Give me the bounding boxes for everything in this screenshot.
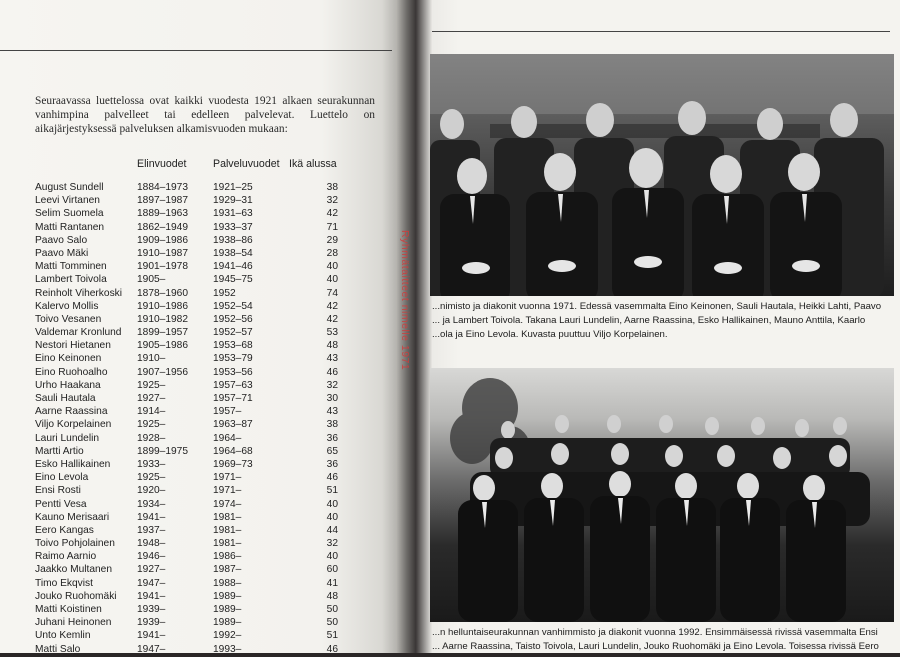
table-row <box>35 644 340 657</box>
age-at-start: 51 <box>326 485 338 497</box>
age-at-start: 48 <box>326 340 338 352</box>
life-years: 1925– <box>137 419 166 431</box>
life-years: 1939– <box>137 604 166 615</box>
service-years: 1981– <box>213 511 242 523</box>
photo-elders-1992 <box>430 368 894 622</box>
header-rule-right <box>432 31 890 32</box>
photo-1971-caption: ...nimisto ja diakonit vuonna 1971. Edessä vasemmalta Eino Keinonen, Sauli Hautala, Heikki Lahti, Paavo ... ja Lambert Toivola. Takana Lauri Lundelin, Aarne Raassina, Esko Hallikainen, Mauno Anttila, Kaarlo ...ola ja Eino Levola. Kuvasta puuttuu Viljo Korpelainen. <box>432 301 882 340</box>
table-row <box>35 367 340 380</box>
table-row <box>35 208 340 221</box>
photo-elders-1992-image <box>430 368 894 622</box>
elder-name: Raimo Aarnio <box>35 551 97 563</box>
elder-name: Lauri Lundelin <box>35 432 100 444</box>
table-row <box>35 459 340 472</box>
elder-name: Aarne Raassina <box>35 406 108 418</box>
service-years: 1969–73 <box>213 458 253 470</box>
age-at-start: 48 <box>326 590 338 602</box>
life-years: 1884–1973 <box>137 182 188 193</box>
age-at-start: 40 <box>326 511 338 523</box>
elder-name: Eino Keinonen <box>35 353 102 365</box>
age-at-start: 42 <box>326 313 338 325</box>
life-years: 1901–1978 <box>137 261 188 273</box>
table-row <box>35 353 340 366</box>
table-row <box>35 630 340 643</box>
elder-name: Paavo Salo <box>35 234 88 246</box>
table-row <box>35 301 340 314</box>
table-row <box>35 327 340 340</box>
life-years: 1899–1957 <box>137 327 188 339</box>
table-row <box>35 551 340 564</box>
header-service-years: Palveluvuodet <box>213 158 280 170</box>
elder-name: Timo Ekqvist <box>35 577 93 589</box>
age-at-start: 46 <box>326 366 338 378</box>
table-row <box>35 340 340 353</box>
service-years: 1957–71 <box>213 393 253 404</box>
age-at-start: 36 <box>326 458 338 470</box>
elder-name: Eero Kangas <box>35 524 94 536</box>
service-years: 1989– <box>213 617 242 629</box>
age-at-start: 42 <box>326 300 338 312</box>
elder-name: Kauno Merisaari <box>35 511 110 523</box>
table-row <box>35 222 340 235</box>
elder-name: Matti Salo <box>35 643 81 655</box>
service-years: 1933–37 <box>213 221 253 233</box>
table-row <box>35 564 340 577</box>
table-row <box>35 472 340 485</box>
elder-name: Valdemar Kronlund <box>35 327 122 339</box>
header-rule-left <box>0 50 392 51</box>
age-at-start: 51 <box>326 630 338 642</box>
life-years: 1941– <box>137 630 166 642</box>
life-years: 1899–1975 <box>137 445 188 457</box>
table-row <box>35 314 340 327</box>
table-row <box>35 525 340 538</box>
service-years: 1945–75 <box>213 274 253 286</box>
table-row <box>35 604 340 617</box>
elder-name: Ensi Rosti <box>35 485 81 497</box>
elder-name: August Sundell <box>35 182 104 193</box>
photo-elders-1971 <box>430 54 894 296</box>
age-at-start: 44 <box>326 524 338 536</box>
service-years: 1971– <box>213 472 242 484</box>
age-at-start: 32 <box>326 538 338 550</box>
age-at-start: 60 <box>326 564 338 576</box>
table-row <box>35 195 340 208</box>
age-at-start: 40 <box>326 274 338 286</box>
elder-name: Leevi Virtanen <box>35 195 100 207</box>
life-years: 1941– <box>137 590 166 602</box>
life-years: 1933– <box>137 458 166 470</box>
age-at-start: 43 <box>326 353 338 365</box>
elders-table <box>35 182 340 657</box>
life-years: 1937– <box>137 524 166 536</box>
life-years: 1897–1987 <box>137 195 188 207</box>
service-years: 1938–54 <box>213 247 253 259</box>
service-years: 1952–54 <box>213 300 253 312</box>
life-years: 1905–1986 <box>137 340 188 352</box>
elder-name: Unto Kemlin <box>35 630 91 642</box>
table-row <box>35 446 340 459</box>
service-years: 1992– <box>213 630 242 642</box>
life-years: 1910–1982 <box>137 313 188 325</box>
age-at-start: 29 <box>326 234 338 246</box>
elder-name: Paavo Mäki <box>35 247 89 259</box>
elder-name: Nestori Hietanen <box>35 340 111 352</box>
elder-name: Matti Koistinen <box>35 604 102 615</box>
life-years: 1948– <box>137 538 166 550</box>
age-at-start: 41 <box>326 577 338 589</box>
elder-name: Urho Haakana <box>35 379 101 391</box>
service-years: 1986– <box>213 551 242 563</box>
service-years: 1964– <box>213 432 242 444</box>
service-years: 1981– <box>213 538 242 550</box>
service-years: 1931–63 <box>213 208 253 220</box>
service-years: 1963–87 <box>213 419 253 431</box>
age-at-start: 46 <box>326 472 338 484</box>
elder-name: Matti Tomminen <box>35 261 107 273</box>
table-row <box>35 591 340 604</box>
life-years: 1927– <box>137 564 166 576</box>
service-years: 1938–86 <box>213 234 253 246</box>
service-years: 1952–56 <box>213 313 253 325</box>
age-at-start: 65 <box>326 445 338 457</box>
elder-name: Jouko Ruohomäki <box>35 590 117 602</box>
elder-name: Eino Ruohoalho <box>35 366 108 378</box>
age-at-start: 40 <box>326 498 338 510</box>
age-at-start: 74 <box>326 287 338 299</box>
table-row <box>35 248 340 261</box>
table-row <box>35 512 340 525</box>
service-years: 1987– <box>213 564 242 576</box>
table-row <box>35 380 340 393</box>
age-at-start: 40 <box>326 551 338 563</box>
elder-name: Toivo Vesanen <box>35 313 102 325</box>
service-years: 1929–31 <box>213 195 253 207</box>
elder-name: Reinholt Viherkoski <box>35 287 123 299</box>
age-at-start: 42 <box>326 208 338 220</box>
age-at-start: 28 <box>326 247 338 259</box>
age-at-start: 50 <box>326 604 338 615</box>
life-years: 1910–1987 <box>137 247 188 259</box>
life-years: 1925– <box>137 379 166 391</box>
photo-elders-1971-image <box>430 54 894 296</box>
life-years: 1862–1949 <box>137 221 188 233</box>
life-years: 1878–1960 <box>137 287 188 299</box>
age-at-start: 71 <box>326 221 338 233</box>
intro-paragraph: Seuraavassa luettelossa ovat kaikki vuodesta 1921 alkaen seurakunnan vanhimpina palvelleet tai edelleen palvelevat. Luettelo on aikajärjestyksessä palveluksen alkamisvuoden mukaan: <box>35 95 375 136</box>
life-years: 1920– <box>137 485 166 497</box>
life-years: 1889–1963 <box>137 208 188 220</box>
table-row <box>35 288 340 301</box>
life-years: 1941– <box>137 511 166 523</box>
service-years: 1953–56 <box>213 366 253 378</box>
age-at-start: 38 <box>326 182 338 193</box>
service-years: 1971– <box>213 485 242 497</box>
life-years: 1927– <box>137 393 166 404</box>
age-at-start: 32 <box>326 379 338 391</box>
table-row <box>35 261 340 274</box>
service-years: 1921–25 <box>213 182 253 193</box>
elder-name: Pentti Vesa <box>35 498 87 510</box>
elder-name: Toivo Pohjolainen <box>35 538 115 550</box>
header-age-at-start: Ikä alussa <box>289 158 337 170</box>
table-row <box>35 499 340 512</box>
age-at-start: 53 <box>326 327 338 339</box>
table-row <box>35 433 340 446</box>
elder-name: Jaakko Multanen <box>35 564 113 576</box>
elder-name: Selim Suomela <box>35 208 104 220</box>
table-row <box>35 274 340 287</box>
table-row <box>35 578 340 591</box>
service-years: 1941–46 <box>213 261 253 273</box>
service-years: 1957–63 <box>213 379 253 391</box>
life-years: 1934– <box>137 498 166 510</box>
service-years: 1993– <box>213 643 242 655</box>
age-at-start: 36 <box>326 432 338 444</box>
elder-name: Kalervo Mollis <box>35 300 99 312</box>
table-row <box>35 182 340 195</box>
table-row <box>35 419 340 432</box>
service-years: 1957– <box>213 406 242 418</box>
service-years: 1988– <box>213 577 242 589</box>
table-row <box>35 485 340 498</box>
red-margin-stamp: Ryhmätaitteet nimelle 1971 <box>399 230 411 371</box>
life-years: 1939– <box>137 617 166 629</box>
life-years: 1946– <box>137 551 166 563</box>
age-at-start: 46 <box>326 643 338 655</box>
life-years: 1909–1986 <box>137 234 188 246</box>
elder-name: Eino Levola <box>35 472 89 484</box>
age-at-start: 30 <box>326 393 338 404</box>
service-years: 1974– <box>213 498 242 510</box>
elder-name: Martti Artio <box>35 445 84 457</box>
table-row <box>35 393 340 406</box>
life-years: 1928– <box>137 432 166 444</box>
service-years: 1989– <box>213 604 242 615</box>
life-years: 1907–1956 <box>137 366 188 378</box>
service-years: 1953–68 <box>213 340 253 352</box>
life-years: 1905– <box>137 274 166 286</box>
table-row <box>35 406 340 419</box>
service-years: 1952 <box>213 287 236 299</box>
service-years: 1953–79 <box>213 353 253 365</box>
age-at-start: 38 <box>326 419 338 431</box>
table-row <box>35 617 340 630</box>
service-years: 1964–68 <box>213 445 253 457</box>
service-years: 1952–57 <box>213 327 253 339</box>
age-at-start: 32 <box>326 195 338 207</box>
elder-name: Viljo Korpelainen <box>35 419 112 431</box>
age-at-start: 40 <box>326 261 338 273</box>
table-row <box>35 235 340 248</box>
photo-1992-caption: ...n helluntaiseurakunnan vanhimmisto ja diakonit vuonna 1992. Ensimmäisessä rivissä vasemmalta Ensi ... Aarne Raassina, Taisto Toivola, Lauri Lundelin, Jouko Ruohomäki ja Eino Levola. Toisessa rivissä Eero <box>432 627 879 652</box>
life-years: 1910– <box>137 353 166 365</box>
service-years: 1989– <box>213 590 242 602</box>
life-years: 1925– <box>137 472 166 484</box>
life-years: 1910–1986 <box>137 300 188 312</box>
header-life-years: Elinvuodet <box>137 158 187 170</box>
life-years: 1947– <box>137 643 166 655</box>
life-years: 1947– <box>137 577 166 589</box>
service-years: 1981– <box>213 524 242 536</box>
elder-name: Lambert Toivola <box>35 274 107 286</box>
elder-name: Sauli Hautala <box>35 393 96 404</box>
elder-name: Esko Hallikainen <box>35 458 111 470</box>
elder-name: Juhani Heinonen <box>35 617 112 629</box>
elder-name: Matti Rantanen <box>35 221 105 233</box>
table-row <box>35 538 340 551</box>
age-at-start: 43 <box>326 406 338 418</box>
age-at-start: 50 <box>326 617 338 629</box>
life-years: 1914– <box>137 406 166 418</box>
